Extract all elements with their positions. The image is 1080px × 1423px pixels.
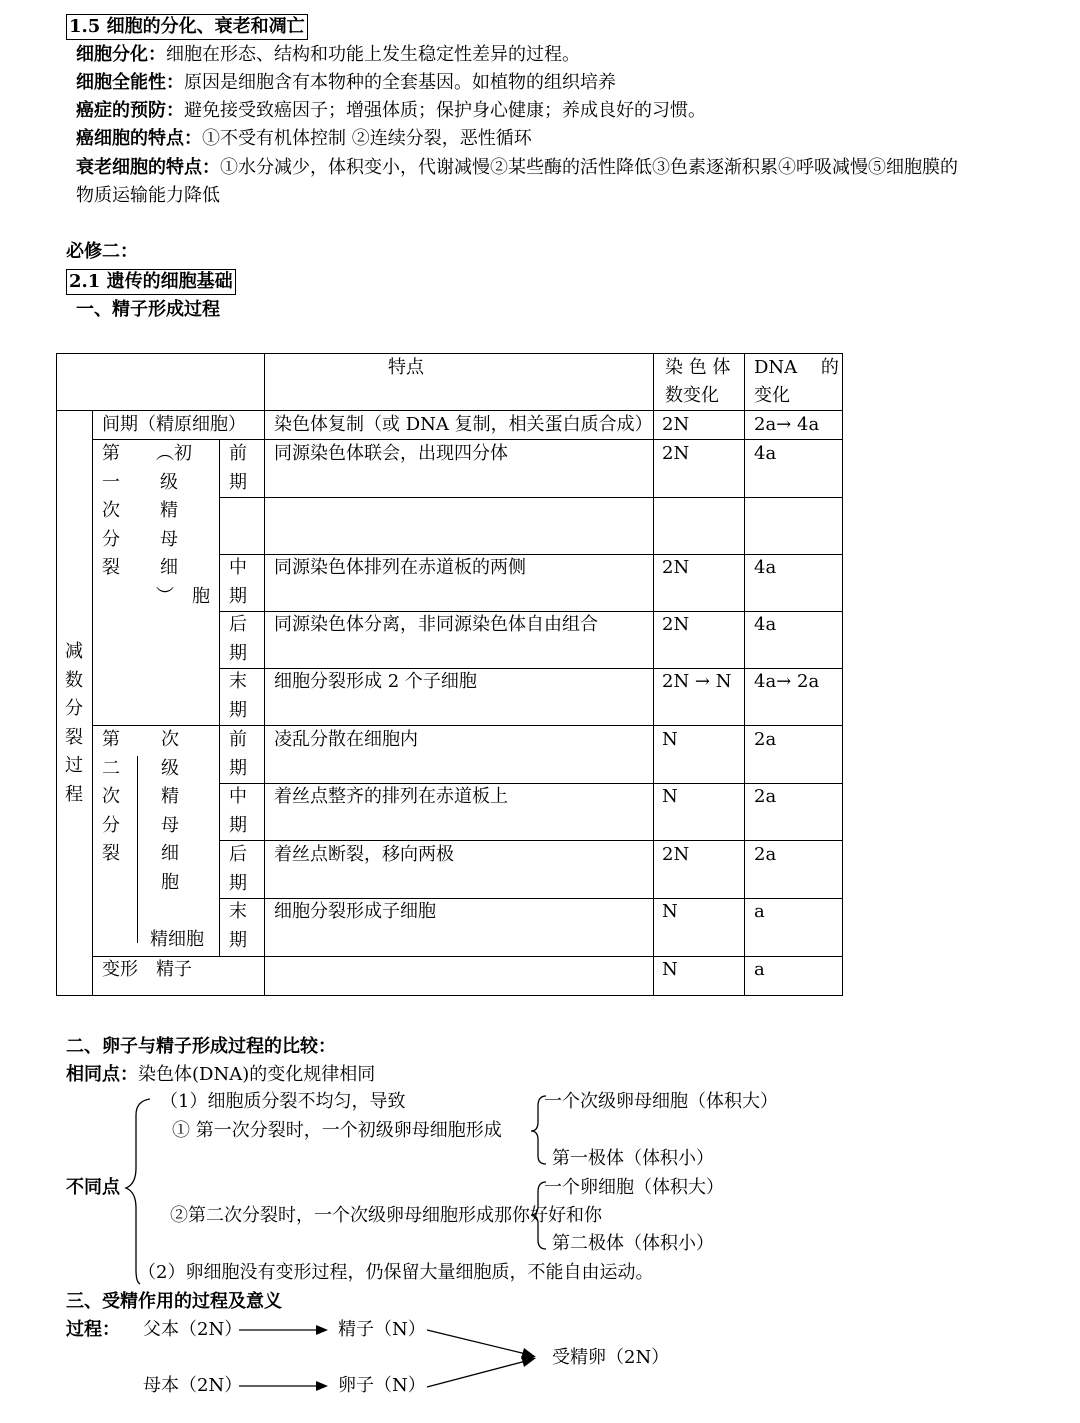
transform-chrom: N <box>662 959 678 980</box>
definition-term: 癌细胞的特点： <box>76 128 202 149</box>
phase-chrom: 2N <box>662 614 690 635</box>
phase-dna: 2a <box>754 786 777 807</box>
definition-term: 细胞全能性： <box>76 72 184 93</box>
phase-label: 后 期 <box>229 614 247 664</box>
difference-item-1a: ① 第一次分裂时，一个初级卵母细胞形成 <box>172 1120 502 1141</box>
difference-term: 不同点 <box>66 1177 120 1198</box>
phase-feature: 细胞分裂形成 2 个子细胞 <box>274 671 477 692</box>
phase-feature: 着丝点整齐的排列在赤道板上 <box>274 786 508 807</box>
phase-label: 末 期 <box>229 671 247 721</box>
transform-dna: a <box>754 959 765 980</box>
mother-node: 母本（2N） <box>143 1375 243 1396</box>
interphase-feature: 染色体复制（或 DNA 复制，相关蛋白质合成） <box>274 414 653 435</box>
difference-item-1b-outcome: 第二极体（体积小） <box>552 1233 714 1254</box>
difference-item-1a-outcome: 第一极体（体积小） <box>552 1148 714 1169</box>
phase-dna: 2a <box>754 729 777 750</box>
similarity-text: 染色体(DNA)的变化规律相同 <box>138 1064 376 1085</box>
header-chrom-line2: 数变化 <box>665 385 719 406</box>
phase-chrom: 2N <box>662 844 690 865</box>
interphase-label: 间期（精原细胞） <box>102 414 246 435</box>
phase-dna: 4a <box>754 614 777 635</box>
primary-spermatocyte-label: ︵初 级 精 母 细 ︶ 胞 <box>156 443 210 607</box>
phase-feature: 同源染色体分离，非同源染色体自由组合 <box>274 614 598 635</box>
similarity-term: 相同点： <box>66 1064 138 1085</box>
difference-item-1b: ②第二次分裂时，一个次级卵母细胞形成那你好好和你 <box>170 1205 602 1226</box>
secondary-spermatocyte-label: 次 级 精 母 细 胞 <box>161 729 179 893</box>
difference-item-1a-outcome: 一个次级卵母细胞（体积大） <box>544 1091 778 1112</box>
definition-term: 细胞分化： <box>76 44 166 65</box>
spermatid-label: 精细胞 <box>150 929 204 950</box>
phase-chrom: 2N <box>662 443 690 464</box>
definition-text: ①水分减少，体积变小，代谢减慢②某些酶的活性降低③色素逐渐积累④呼吸减慢⑤细胞膜的 <box>220 157 958 178</box>
meiosis-process-label: 减 数 分 裂 过 程 <box>65 641 83 805</box>
section-3-heading: 三、受精作用的过程及意义 <box>66 1291 282 1312</box>
phase-chrom: N <box>662 901 678 922</box>
definition-continuation: 物质运输能力降低 <box>76 185 220 206</box>
difference-item-2: （2）卵细胞没有变形过程，仍保留大量细胞质，不能自由运动。 <box>138 1262 654 1283</box>
definition-text: 细胞在形态、结构和功能上发生稳定性差异的过程。 <box>166 44 580 65</box>
phase-label: 末 期 <box>229 901 247 951</box>
phase-chrom: 2N <box>662 557 690 578</box>
transform-label: 变形 精子 <box>102 959 192 980</box>
section-2-1-heading: 2.1 遗传的细胞基础 <box>66 269 236 295</box>
second-division-label: 第 二 次 分 裂 <box>102 729 120 864</box>
header-chrom-line1: 染 色 体 <box>665 357 731 378</box>
phase-feature: 细胞分裂形成子细胞 <box>274 901 436 922</box>
phase-label: 前 期 <box>229 443 247 493</box>
subsection-heading: 一、精子形成过程 <box>76 299 220 320</box>
section-2-heading: 二、卵子与精子形成过程的比较： <box>66 1036 336 1057</box>
zygote-node: 受精卵（2N） <box>552 1347 670 1368</box>
process-label: 过程： <box>66 1319 120 1340</box>
definition-text: 避免接受致癌因子；增强体质；保护身心健康；养成良好的习惯。 <box>184 100 706 121</box>
definition-text: ①不受有机体控制 ②连续分裂，恶性循环 <box>202 128 532 149</box>
father-node: 父本（2N） <box>143 1319 243 1340</box>
section-1-5-heading: 1.5 细胞的分化、衰老和凋亡 <box>66 14 308 40</box>
header-feature: 特点 <box>388 357 424 378</box>
difference-item-1: （1）细胞质分裂不均匀，导致 <box>160 1091 406 1112</box>
definition-text: 原因是细胞含有本物种的全套基因。如植物的组织培养 <box>184 72 616 93</box>
phase-label: 后 期 <box>229 844 247 894</box>
header-dna-line2: 变化 <box>754 385 790 406</box>
sperm-node: 精子（N） <box>338 1319 426 1340</box>
phase-chrom: N <box>662 729 678 750</box>
difference-item-1b-outcome: 一个卵细胞（体积大） <box>544 1177 724 1198</box>
interphase-chrom: 2N <box>662 414 690 435</box>
phase-dna: 2a <box>754 844 777 865</box>
first-division-label: 第 一 次 分 裂 <box>102 443 120 578</box>
phase-feature: 同源染色体联会，出现四分体 <box>274 443 508 464</box>
definition-term: 癌症的预防： <box>76 100 184 121</box>
phase-label: 中 期 <box>229 557 247 607</box>
phase-label: 前 期 <box>229 729 247 779</box>
phase-label: 中 期 <box>229 786 247 836</box>
interphase-dna: 2a→ 4a <box>754 414 820 435</box>
phase-dna: 4a <box>754 443 777 464</box>
definition-term: 衰老细胞的特点： <box>76 157 220 178</box>
phase-chrom: N <box>662 786 678 807</box>
phase-dna: a <box>754 901 765 922</box>
phase-dna: 4a <box>754 557 777 578</box>
egg-node: 卵子（N） <box>338 1375 426 1396</box>
phase-feature: 同源染色体排列在赤道板的两侧 <box>274 557 526 578</box>
phase-feature: 凌乱分散在细胞内 <box>274 729 418 750</box>
phase-dna: 4a→ 2a <box>754 671 820 692</box>
header-dna-line1: DNA 的 <box>754 357 839 378</box>
textbook-label: 必修二： <box>66 241 138 262</box>
phase-feature: 着丝点断裂，移向两极 <box>274 844 454 865</box>
phase-chrom: 2N → N <box>662 671 732 692</box>
